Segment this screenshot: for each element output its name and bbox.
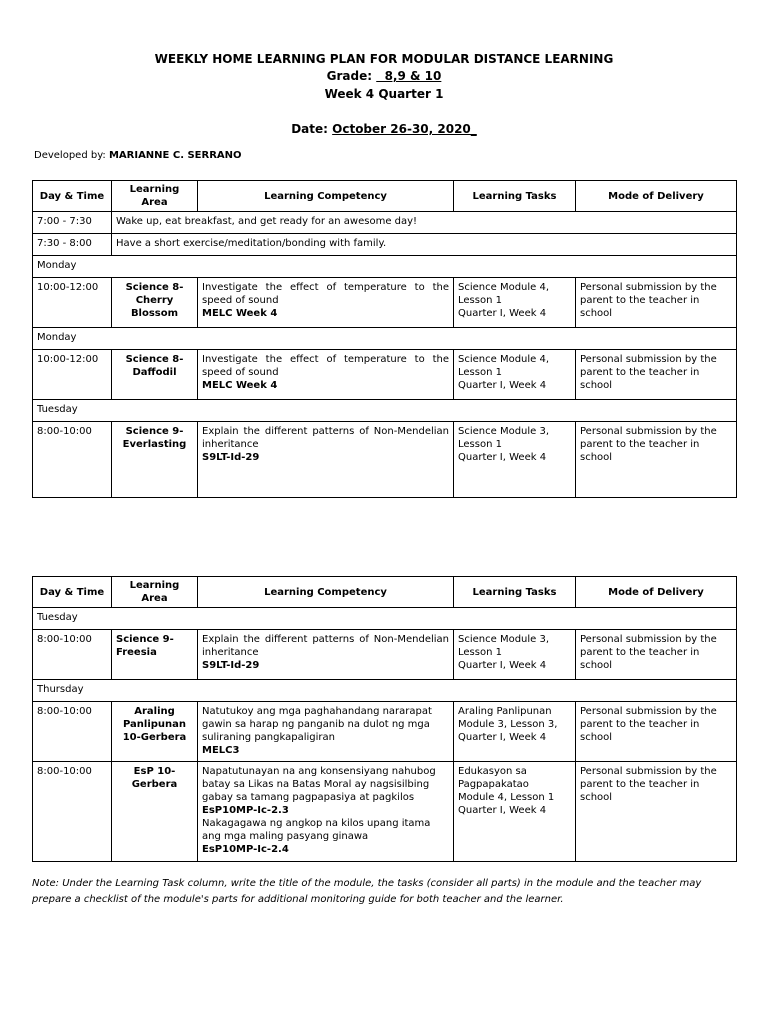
delivery-cell: Personal submission by the parent to the teacher in school: [576, 350, 737, 400]
day-label: Thursday: [33, 680, 737, 702]
day-label: Monday: [33, 256, 737, 278]
task-line: Module 4, Lesson 1: [458, 792, 555, 803]
competency-code: EsP10MP-Ic-2.4: [202, 844, 289, 855]
grade-label: Grade:: [326, 69, 373, 83]
col-header-learning-tasks: Learning Tasks: [454, 577, 576, 608]
col-header-day-time: Day & Time: [33, 181, 112, 212]
col-header-day-time: Day & Time: [33, 577, 112, 608]
delivery-cell: Personal submission by the parent to the teacher in school: [576, 762, 737, 862]
date-value: October 26-30, 2020_: [332, 122, 477, 136]
day-row: [33, 256, 737, 278]
developer-line: [34, 150, 242, 161]
learning-area-cell: Science 8- Cherry Blossom: [112, 278, 198, 328]
routine-row: [33, 212, 737, 234]
table-header-row: [33, 181, 737, 212]
day-label: Monday: [33, 328, 737, 350]
time-cell: 8:00-10:00: [33, 630, 112, 680]
day-row: [33, 680, 737, 702]
competency-text: Explain the different patterns of Non-Mendelian inheritance: [202, 426, 449, 450]
tasks-cell: [454, 630, 576, 680]
task-line: Science Module 3,: [458, 426, 550, 437]
table-row: [33, 702, 737, 762]
competency-cell: [198, 702, 454, 762]
col-header-learning-tasks: Learning Tasks: [454, 181, 576, 212]
task-line: Quarter I, Week 4: [458, 452, 547, 463]
competency-code: EsP10MP-Ic-2.3: [202, 805, 289, 816]
task-line: Science Module 4,: [458, 282, 550, 293]
grade-value: 8,9 & 10: [376, 69, 442, 83]
task-line: Lesson 1: [458, 295, 502, 306]
col-header-learning-competency: Learning Competency: [198, 577, 454, 608]
competency-cell: [198, 422, 454, 498]
competency-cell: [198, 630, 454, 680]
tasks-cell: [454, 762, 576, 862]
table-row: [33, 630, 737, 680]
competency-text: Explain the different patterns of Non-Mendelian inheritance: [202, 634, 449, 658]
competency-text: Nakagagawa ng angkop na kilos upang itama ang mga maling pasyang ginawa: [202, 818, 431, 842]
task-line: Module 3, Lesson 3,: [458, 719, 558, 730]
competency-cell: [198, 278, 454, 328]
day-label: Tuesday: [33, 608, 737, 630]
competency-cell: [198, 350, 454, 400]
routine-text: Wake up, eat breakfast, and get ready for an awesome day!: [112, 212, 737, 234]
competency-text: Natutukoy ang mga paghahandang nararapat gawin sa harap ng panganib na dulot ng mga suliraning pangkapaligiran: [202, 706, 432, 743]
table-row: [33, 422, 737, 498]
tasks-cell: [454, 702, 576, 762]
date-label: Date:: [291, 122, 328, 136]
plan-table-2: [32, 576, 737, 862]
week-line: Week 4 Quarter 1: [324, 87, 444, 101]
routine-row: [33, 234, 737, 256]
competency-code: S9LT-Id-29: [202, 660, 260, 671]
task-line: Lesson 1: [458, 647, 502, 658]
task-line: Quarter I, Week 4: [458, 805, 547, 816]
page-title: WEEKLY HOME LEARNING PLAN FOR MODULAR DISTANCE LEARNING: [154, 52, 614, 66]
col-header-learning-competency: Learning Competency: [198, 181, 454, 212]
tasks-cell: [454, 422, 576, 498]
task-line: Pagpapakatao: [458, 779, 529, 790]
task-line: Lesson 1: [458, 367, 502, 378]
competency-cell: [198, 762, 454, 862]
tasks-cell: [454, 350, 576, 400]
learning-area-cell: Science 8- Daffodil: [112, 350, 198, 400]
time-cell: 7:30 - 8:00: [33, 234, 112, 256]
task-line: Quarter I, Week 4: [458, 380, 547, 391]
footnote: Note: Under the Learning Task column, write the title of the module, the tasks (consider all parts) in the module and the teacher may prepare a checklist of the module's parts for additional monitoring guide for both teacher and the learner.: [32, 878, 702, 905]
competency-text: Investigate the effect of temperature to the speed of sound: [202, 282, 449, 306]
col-header-learning-area: Learning Area: [112, 577, 198, 608]
task-line: Araling Panlipunan: [458, 706, 552, 717]
time-cell: 10:00-12:00: [33, 350, 112, 400]
col-header-mode-of-delivery: Mode of Delivery: [576, 577, 737, 608]
developer-label: Developed by:: [34, 150, 106, 161]
task-line: Science Module 3,: [458, 634, 550, 645]
grade-line: [0, 68, 768, 84]
delivery-cell: Personal submission by the parent to the teacher in school: [576, 278, 737, 328]
task-line: Lesson 1: [458, 439, 502, 450]
competency-code: MELC Week 4: [202, 308, 278, 319]
day-label: Tuesday: [33, 400, 737, 422]
competency-code: MELC Week 4: [202, 380, 278, 391]
plan-table-1: [32, 180, 737, 498]
competency-code: MELC3: [202, 745, 240, 756]
col-header-mode-of-delivery: Mode of Delivery: [576, 181, 737, 212]
table-row: [33, 762, 737, 862]
learning-area-cell: Science 9- Everlasting: [112, 422, 198, 498]
delivery-cell: Personal submission by the parent to the teacher in school: [576, 702, 737, 762]
learning-area-cell: Science 9- Freesia: [112, 630, 198, 680]
task-line: Science Module 4,: [458, 354, 550, 365]
competency-code: S9LT-Id-29: [202, 452, 260, 463]
col-header-learning-area: Learning Area: [112, 181, 198, 212]
tasks-cell: [454, 278, 576, 328]
task-line: Quarter I, Week 4: [458, 660, 547, 671]
learning-area-cell: Araling Panlipunan 10-Gerbera: [112, 702, 198, 762]
day-row: [33, 608, 737, 630]
date-line: [0, 121, 768, 137]
day-row: [33, 328, 737, 350]
day-row: [33, 400, 737, 422]
time-cell: 7:00 - 7:30: [33, 212, 112, 234]
competency-text: Napatutunayan na ang konsensiyang nahubog batay sa Likas na Batas Moral ay nagsisilbing gabay sa tamang pagpapasiya at pagkilos: [202, 766, 436, 803]
delivery-cell: Personal submission by the parent to the teacher in school: [576, 630, 737, 680]
task-line: Quarter I, Week 4: [458, 308, 547, 319]
table-row: [33, 278, 737, 328]
delivery-cell: Personal submission by the parent to the teacher in school: [576, 422, 737, 498]
learning-area-cell: EsP 10- Gerbera: [112, 762, 198, 862]
routine-text: Have a short exercise/meditation/bonding with family.: [112, 234, 737, 256]
time-cell: 8:00-10:00: [33, 762, 112, 862]
developer-name: MARIANNE C. SERRANO: [108, 150, 242, 161]
table-header-row: [33, 577, 737, 608]
task-line: Quarter I, Week 4: [458, 732, 547, 743]
time-cell: 10:00-12:00: [33, 278, 112, 328]
table-row: [33, 350, 737, 400]
time-cell: 8:00-10:00: [33, 702, 112, 762]
time-cell: 8:00-10:00: [33, 422, 112, 498]
competency-text: Investigate the effect of temperature to the speed of sound: [202, 354, 449, 378]
task-line: Edukasyon sa: [458, 766, 527, 777]
